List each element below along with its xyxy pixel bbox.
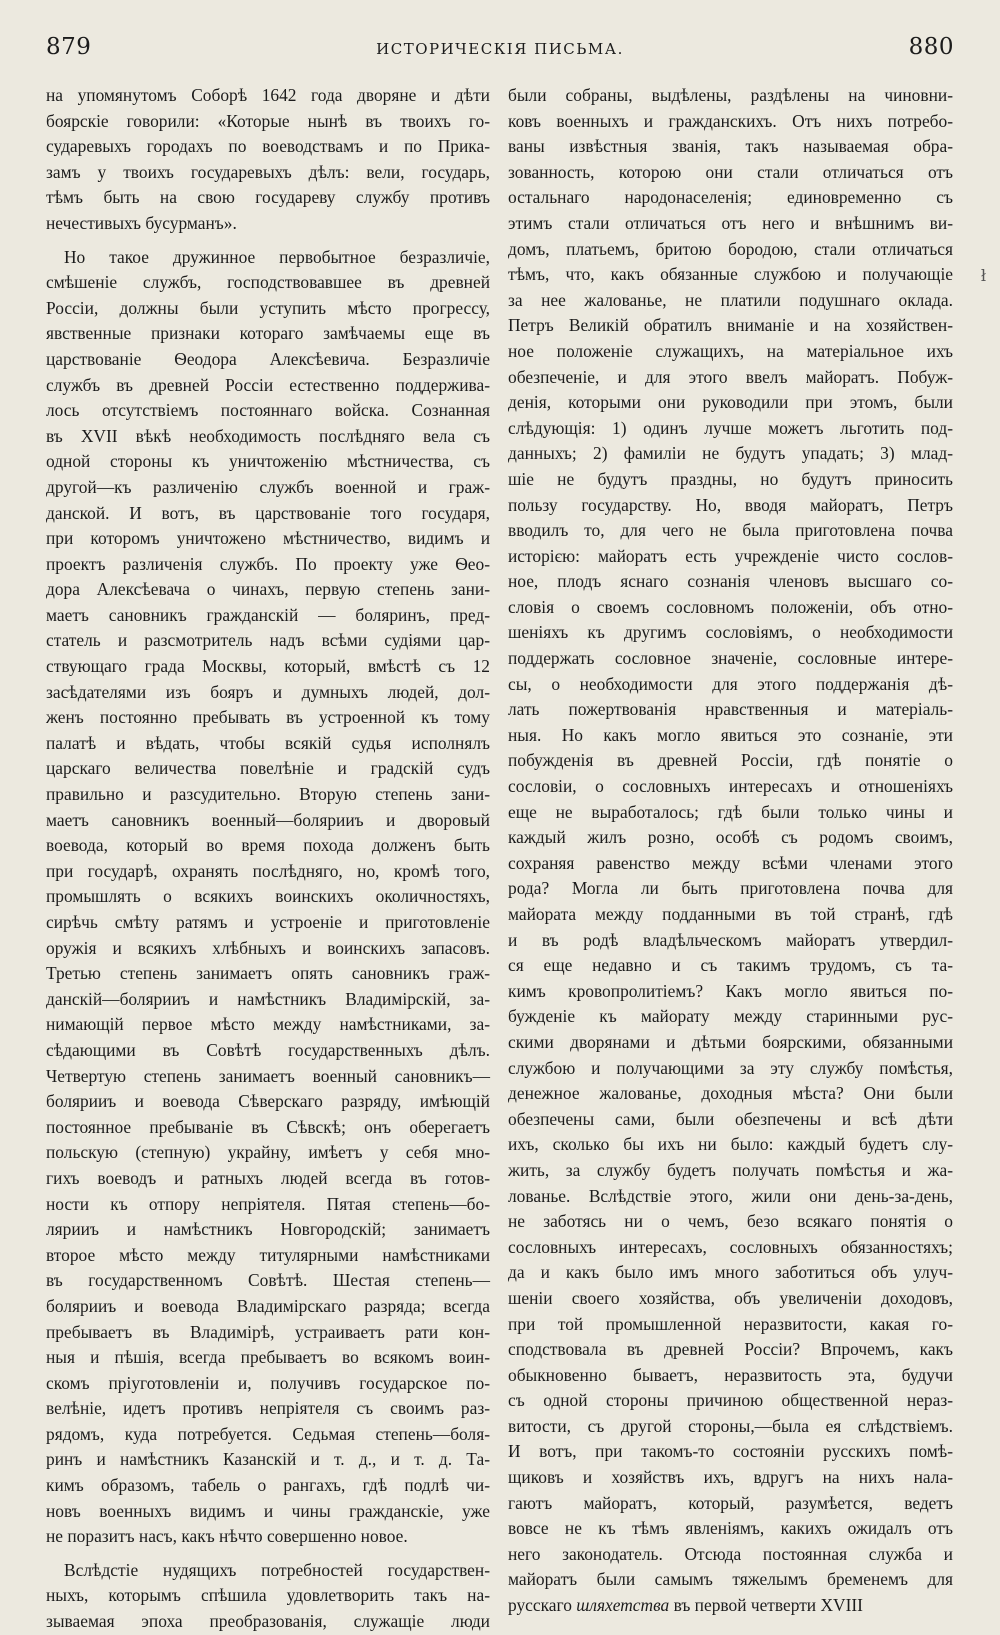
text-line: сподствовала въ древней Россіи? Впрочемъ, какъ: [508, 1339, 953, 1360]
text-line: исторією: майоратъ есть учрежденіе чисто сослов-: [508, 545, 953, 566]
text-line: данской. И вотъ, въ царствованіе того государя,: [46, 502, 490, 523]
text-line: данскій—болярииъ и намѣстникъ Владимірскій, за-: [46, 988, 490, 1009]
text-line: зываемая эпоха преобразованія, служащіе люди: [46, 1611, 490, 1632]
text-line: лованье. Вслѣдствіе этого, жили они день-за-день,: [508, 1185, 953, 1206]
text-line: одной стороны къ уничтоженію мѣстничества, съ: [46, 451, 490, 472]
text-line: каждый жилъ розно, особѣ съ родомъ своимъ,: [508, 827, 953, 848]
text-line: статель и разсмотритель надъ всѣми судіями цар-: [46, 630, 490, 651]
text-line: явственные признаки котораго замѣчаемы еще въ: [46, 323, 490, 344]
text-line: остальнаго народонаселенія; единовременно съ: [508, 187, 953, 208]
text-line: не заботясь ни о чемъ, безо всякаго понятія о: [508, 1211, 953, 1232]
text-line: сы, о необходимости для этого поддержанія дѣ-: [508, 673, 953, 694]
text-line: засѣдателями изъ бояръ и думныхъ людей, дол-: [46, 681, 490, 702]
text-line: Петръ Великій обратилъ вниманіе и на хозяйствен-: [508, 315, 953, 336]
text-line: съ одной стороны причиною общественной нераз-: [508, 1390, 953, 1411]
text-line: правильно и разсудительно. Вторую степень зани-: [46, 784, 490, 805]
text-line: гаютъ майоратъ, который, разумѣется, ведетъ: [508, 1492, 953, 1513]
margin-mark: ł: [980, 266, 986, 285]
text-line: зованность, которою они стали отличаться отъ: [508, 161, 953, 182]
text-line: Но такое дружинное первобытное безразличіе,: [64, 246, 490, 267]
text-line: другой—къ различенію службъ военной и граж-: [46, 476, 490, 497]
text-line: сирѣчь смѣту ратямъ и устроеніе и приготовленіе: [46, 912, 490, 932]
text-line: боярскіе говорили: «Которые нынѣ въ твоихъ го-: [46, 110, 490, 131]
text-line: маетъ сановникъ военный—болярииъ и дворовый: [46, 809, 490, 830]
text-line: сохраняя равенство между всѣми членами этого: [508, 852, 953, 873]
text-line: сударевыхъ городахъ по воеводствамъ и по Прика-: [46, 136, 490, 157]
text-line: были собраны, выдѣлены, раздѣлены на чиновни-: [508, 85, 953, 105]
text-line: проектъ различенія службъ. По проекту уже Ѳео-: [46, 553, 490, 574]
text-line: оружія и всякихъ хлѣбныхъ и воинскихъ запасовъ.: [46, 937, 490, 958]
text-line: въ государственномъ Совѣтѣ. Шестая степень—: [46, 1270, 490, 1291]
text-line: жить, за службу будетъ получать помѣстья и жа-: [508, 1159, 953, 1180]
text-line: обезпечены сами, были обезпечены и всѣ дѣти: [508, 1108, 953, 1129]
text-line: пребываетъ въ Владимірѣ, устраиваетъ рати кон-: [46, 1321, 490, 1342]
left-text-column: [46, 83, 490, 1635]
italic-word: шляхетства: [576, 1595, 670, 1616]
text-line: болярииъ и воевода Владимірскаго разряда; всегда: [46, 1295, 490, 1316]
text-line: въ XVII вѣкѣ необходимость послѣдняго вела съ: [46, 425, 490, 446]
text-line: не поразитъ насъ, какъ нѣчто совершенно новое.: [46, 1526, 408, 1547]
text-line: пользу государству. Но, вводя майоратъ, Петръ: [508, 494, 953, 515]
right-text-column: [508, 83, 953, 1619]
text-line: при которомъ уничтожено мѣстничество, видимъ и: [46, 528, 490, 549]
text-line: на упомянутомъ Соборѣ 1642 года дворяне и дѣти: [46, 85, 490, 105]
text-line: ныя и пѣшія, всегда пребываетъ во всякомъ воин-: [46, 1347, 490, 1368]
text-line: службъ въ древней Россіи естественно поддержива-: [46, 374, 490, 395]
text-line: ковъ военныхъ и гражданскихъ. Отъ нихъ потребо-: [508, 110, 953, 131]
text-line: ныя. Но какъ могло явиться это сознаніе, эти: [508, 724, 953, 745]
text-line: женъ постоянно пребывать въ устроенной къ тому: [46, 707, 490, 728]
text-line: Третью степень занимаетъ опять сановникъ граж-: [46, 963, 490, 984]
text-line: сѣдающими въ Совѣтѣ государственныхъ дѣлъ.: [46, 1039, 490, 1060]
text-line: болярииъ и воевода Сѣверскаго разряду, имѣющій: [46, 1091, 490, 1112]
text-line: тѣмъ быть на свою государеву службу противъ: [46, 187, 490, 208]
text-line: постоянное пребываніе въ Сѣвскѣ; онъ оберегаетъ: [46, 1116, 490, 1137]
text-line: промышлять о всякихъ воинскихъ околичностяхъ,: [46, 886, 490, 907]
text-line: рядомъ, куда потребуется. Седьмая степень—боля-: [46, 1423, 490, 1444]
text-line: вовсе не къ тѣмъ явленіямъ, какихъ ожидалъ отъ: [508, 1518, 953, 1539]
text-line: царскаго величества повелѣніе и градскій судъ: [46, 758, 490, 779]
text-line: майоратъ были самымъ тяжелымъ бременемъ для: [508, 1569, 953, 1590]
page-header: [46, 34, 954, 70]
text-line: ринъ и намѣстникъ Казанскій и т. д., и т. д. Та-: [46, 1449, 490, 1470]
text-line-final: русскаго шляхетства въ первой четверти XVIII: [508, 1595, 863, 1616]
text-line: кимъ образомъ, табель о рангахъ, гдѣ подлѣ чи-: [46, 1475, 490, 1496]
text-line: польскую (степную) украйну, имѣетъ у себя мно-: [46, 1142, 490, 1163]
text-line: лось отсутствіемъ постояннаго войска. Сознанная: [46, 400, 490, 421]
text-line: службою и получающими за эту службу помѣстья,: [508, 1057, 953, 1078]
text-line: второе мѣсто между титулярными намѣстниками: [46, 1244, 490, 1265]
text-line: велѣніе, идетъ противъ непріятеля съ своимъ раз-: [46, 1398, 490, 1419]
text-line: И вотъ, при такомъ-то состояніи русскихъ помѣ-: [508, 1441, 953, 1462]
text-line: за нее жалованье, не платили подушнаго оклада.: [508, 289, 953, 310]
text-line: смѣшеніе службъ, господствовавшее въ древней: [46, 272, 490, 293]
text-line: кимъ кровопролитіемъ? Какъ могло явиться по-: [508, 980, 953, 1001]
text-line: Вслѣдстіе нудящихъ потребностей государствен-: [64, 1559, 490, 1580]
text-line: денежное жалованье, доходныя мѣста? Они были: [508, 1083, 953, 1104]
text-line: рода? Могла ли быть приготовлена почва для: [508, 878, 953, 899]
text-line: нимающій первое мѣсто между намѣстниками, за-: [46, 1014, 490, 1035]
text-line: палатѣ и вѣдать, чтобы всякій судья исполнялъ: [46, 732, 490, 753]
text-line: побужденія въ древней Россіи, гдѣ понятіе о: [508, 750, 953, 771]
text-line: щиковъ и хозяйствъ ихъ, вдругъ на нихъ нала-: [508, 1467, 953, 1488]
text-line: ваны извѣстныя званія, такъ называемая обра-: [508, 136, 953, 157]
text-line: него законодатель. Отсюда постоянная служба и: [508, 1543, 953, 1564]
text-line: ся еще недавно и съ такимъ трудомъ, съ та-: [508, 955, 953, 976]
text-line: Четвертую степень занимаетъ военный сановникъ—: [46, 1065, 490, 1086]
text-line: замъ у твоихъ государевыхъ дѣлъ: вели, государь,: [46, 161, 490, 182]
text-line: сословіи, о сословныхъ интересахъ и отношеніяхъ: [508, 776, 953, 797]
text-line: лать пожертвованія нравственныя и матеріаль-: [508, 699, 953, 720]
text-line: лярииъ и намѣстникъ Новгородскій; занимаетъ: [46, 1219, 490, 1240]
text-line: ное, плодъ яснаго сознанія членовъ высшаго со-: [508, 571, 953, 592]
text-line: шіе не будутъ праздны, но будутъ приносить: [508, 468, 953, 489]
text-line: при государѣ, охранять послѣдняго, но, кромѣ того,: [46, 860, 490, 881]
text-line: бужденіе къ майорату между старинными рус-: [508, 1006, 953, 1027]
text-line: ности къ отпору непріятеля. Пятая степень—бо-: [46, 1193, 490, 1214]
text-line: еще не выработалось; гдѣ были только чины и: [508, 801, 953, 822]
text-line: обезпеченіе, и для этого ввелъ майоратъ. Побуж-: [508, 366, 953, 387]
text-line: да и какъ было имъ много заботиться объ улуч-: [508, 1262, 953, 1283]
text-line: маетъ сановникъ гражданскій — боляринъ, пред-: [46, 604, 490, 625]
page-number-left: 879: [46, 34, 92, 60]
text-line: витости, съ другой стороны,—была ея слѣдствіемъ.: [508, 1415, 953, 1436]
text-line: майората между подданными въ той странѣ, гдѣ: [508, 904, 953, 924]
text-line: шеніи своего хозяйства, объ увеличеніи доходовъ,: [508, 1287, 953, 1308]
text-line: ствующаго града Москвы, который, вмѣстѣ съ 12: [46, 656, 490, 677]
text-line: ныхъ, которымъ спѣшила удовлетворить такъ на-: [46, 1585, 490, 1606]
text-line: этимъ стали отличаться отъ него и внѣшнимъ ви-: [508, 212, 953, 233]
text-line: вводилъ то, для чего не была приготовлена почва: [508, 520, 953, 541]
text-line: царствованіе Ѳеодора Алексѣевича. Безразличіе: [46, 348, 490, 369]
running-title: ИСТОРИЧЕСКІЯ ПИСЬМА.: [376, 40, 624, 58]
text-line: и въ родѣ владѣльческомъ майоратъ утвердил-: [508, 929, 953, 950]
text-line: тѣмъ, что, какъ обязанные службою и получающіе: [508, 264, 953, 285]
text-line: дора Алексѣевача о чинахъ, первую степень зани-: [46, 579, 490, 600]
text-line: данныхъ; 2) фамиліи не будутъ упадать; 3) млад-: [508, 443, 953, 464]
text-line: скомъ пріуготовленіи и, получивъ государское по-: [46, 1372, 490, 1393]
text-line: обыкновенно бываетъ, неразвитость эта, будучи: [508, 1364, 953, 1385]
text-line: Россіи, должны были уступить мѣсто прогрессу,: [46, 297, 490, 318]
text-line: новъ военныхъ видимъ и чины гражданскіе, уже: [46, 1500, 490, 1521]
text-line: слѣдующія: 1) одинъ лучше можетъ льготить под-: [508, 417, 953, 438]
text-line: шеніяхъ къ другимъ сословіямъ, о необходимости: [508, 622, 953, 643]
text-line: домъ, платьемъ, бритою бородою, стали отличаться: [508, 238, 953, 259]
text-line: воевода, который во время похода долженъ быть: [46, 835, 490, 856]
text-line: поддержать сословное значеніе, сословные интере-: [508, 648, 953, 669]
text-line: сословныхъ интересахъ, сословныхъ обязанностяхъ;: [508, 1236, 953, 1257]
text-line: нечестивыхъ бусурманъ».: [46, 212, 237, 233]
text-line: словія о своемъ сословномъ положеніи, объ отно-: [508, 596, 953, 617]
text-line: ное положеніе служащихъ, на матеріальное ихъ: [508, 340, 953, 361]
text-line: при той промышленной неразвитости, какая го-: [508, 1313, 953, 1334]
text-line: ихъ, сколько бы ихъ ни было: каждый будетъ слу-: [508, 1134, 953, 1155]
text-line: денія, которыми они руководили при этомъ, были: [508, 392, 953, 413]
page-number-right: 880: [908, 34, 954, 60]
text-line: гихъ воеводъ и ратныхъ людей всегда въ готов-: [46, 1167, 490, 1188]
text-line: скими дворянами и дѣтьми боярскими, обязанными: [508, 1031, 953, 1052]
